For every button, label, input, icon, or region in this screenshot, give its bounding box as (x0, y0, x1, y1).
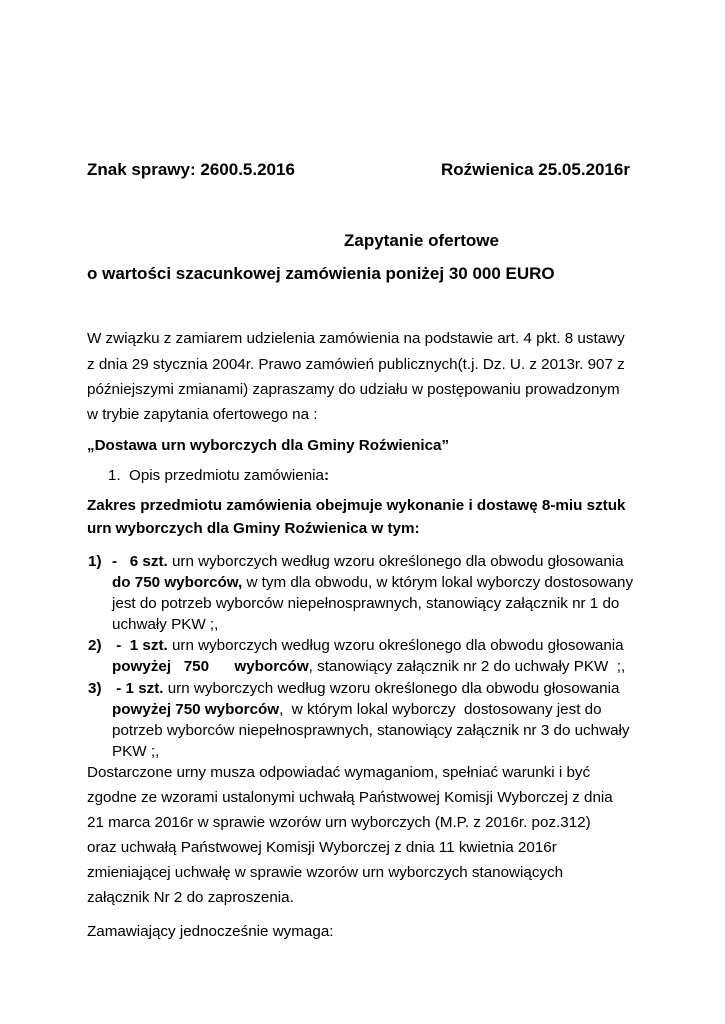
item-bold-text: powyżej 750 wyborców (112, 701, 280, 718)
document-subtitle: o wartości szacunkowej zamówienia poniżej 30 000 EURO (87, 264, 555, 283)
document-title: Zapytanie ofertowe (344, 231, 499, 250)
item-line: jest do potrzeb wyborców niepełnosprawnych, stanowiący załącznik nr 1 do (112, 595, 620, 612)
closing-line: 21 marca 2016r w sprawie wzorów urn wyborczych (M.P. z 2016r. poz.312) (87, 814, 591, 831)
item-dash: - (112, 553, 118, 570)
closing-line: zmieniającej uchwałę w sprawie wzorów urn wyborczych stanowiących (87, 864, 564, 881)
item-text: , stanowiący załącznik nr 2 do uchwały PKW ;, (308, 658, 626, 675)
order-subject: „Dostawa urn wyborczych dla Gminy Roźwienica” (87, 437, 450, 454)
item-line: potrzeb wyborców niepełnosprawnych, stanowiący załącznik nr 3 do uchwały (112, 722, 630, 739)
item-quantity: 1 szt. (129, 637, 168, 654)
item-dash: - (116, 680, 122, 697)
item-text: urn wyborczych według wzoru określonego dla obwodu głosowania (167, 637, 624, 654)
item-bold-text: powyżej 750 wyborców (112, 658, 309, 675)
item-line (112, 701, 602, 719)
item-bold-text: do 750 wyborców, (112, 574, 243, 591)
item-line (112, 680, 619, 698)
intro-line: z dnia 29 stycznia 2004r. Prawo zamówień publicznych(t.j. Dz. U. z 2013r. 907 z (87, 356, 625, 373)
closing-line: załącznik Nr 2 do zaproszenia. (87, 889, 294, 906)
intro-line: W związku z zamiarem udzielenia zamówienia na podstawie art. 4 pkt. 8 ustawy (87, 330, 625, 347)
item-line: PKW ;, (112, 743, 160, 760)
item-text: w tym dla obwodu, w którym lokal wyborczy dostosowany (242, 574, 634, 591)
item-quantity: 6 szt. (129, 553, 168, 570)
item-quantity: 1 szt. (125, 680, 164, 697)
intro-line: późniejszymi zmianami) zapraszamy do udziału w postępowaniu prowadzonym (87, 381, 620, 398)
item-line (112, 553, 624, 571)
item-number: 1) (88, 553, 102, 570)
item-text: urn wyborczych według wzoru określonego dla obwodu głosowania (167, 553, 624, 570)
scope-line: Zakres przedmiotu zamówienia obejmuje wykonanie i dostawę 8-miu sztuk (87, 497, 626, 514)
item-dash: - (116, 637, 122, 654)
section-colon: : (324, 467, 330, 484)
item-line: uchwały PKW ;, (112, 616, 219, 633)
item-text: urn wyborczych według wzoru określonego dla obwodu głosowania (163, 680, 620, 697)
requirements-intro: Zamawiający jednocześnie wymaga: (87, 923, 334, 940)
case-number: Znak sprawy: 2600.5.2016 (87, 160, 295, 179)
item-line (112, 658, 625, 676)
scope-line: urn wyborczych dla Gminy Roźwienica w tym: (87, 520, 420, 537)
section-heading (129, 467, 329, 485)
item-line (112, 637, 624, 655)
closing-line: Dostarczone urny musza odpowiadać wymaganiom, spełniać warunki i być (87, 764, 591, 781)
closing-line: zgodne ze wzorami ustalonymi uchwałą Państwowej Komisji Wyborczej z dnia (87, 789, 613, 806)
item-text: , w którym lokal wyborczy dostosowany jest do (279, 701, 602, 718)
item-number: 3) (88, 680, 102, 697)
section-number: 1. (108, 467, 121, 484)
place-date: Roźwienica 25.05.2016r (441, 160, 631, 179)
item-line (112, 574, 633, 592)
intro-line: w trybie zapytania ofertowego na : (87, 406, 318, 423)
section-label: Opis przedmiotu zamówienia (129, 467, 324, 484)
item-number: 2) (88, 637, 102, 654)
closing-line: oraz uchwałą Państwowej Komisji Wyborczej z dnia 11 kwietnia 2016r (87, 839, 557, 856)
